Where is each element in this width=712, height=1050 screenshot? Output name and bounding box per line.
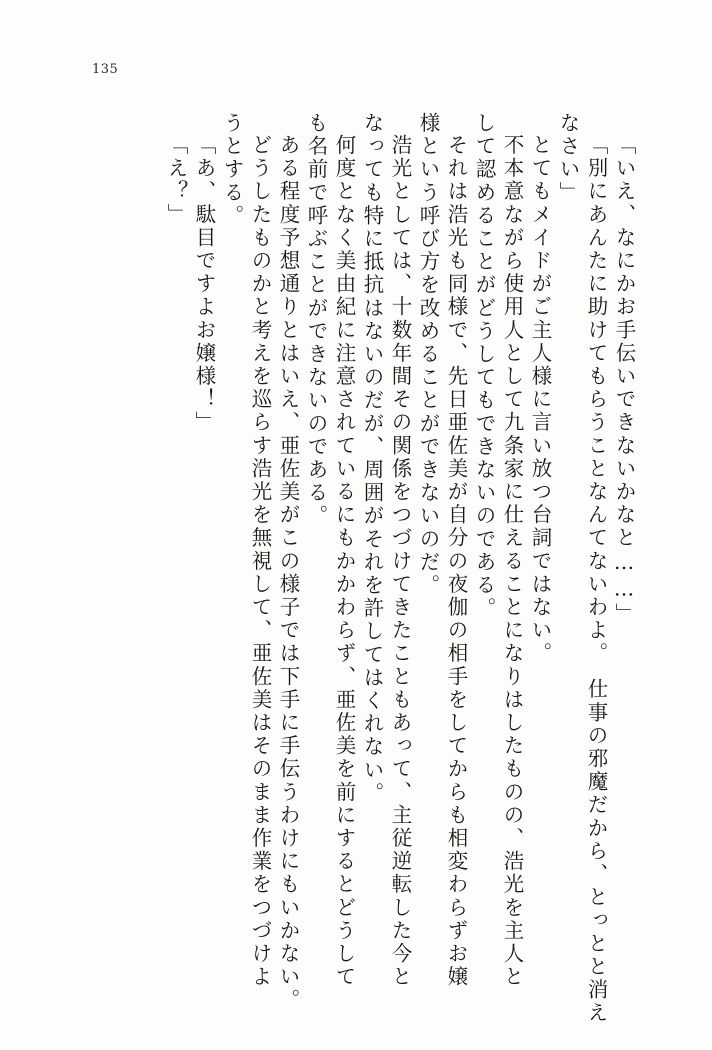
- text-line: それは浩光も同様で、先日亜佐美が自分の夜伽の相手をしてからも相変わらずお嬢: [444, 134, 468, 989]
- text-line: 何度となく美由紀に注意されているにもかかわらず、亜佐美を前にするとどうして: [332, 134, 356, 989]
- text-line: 浩光としては、十数年間その関係をつづけてきたこともあって、主従逆転した今と: [388, 134, 412, 989]
- text-line: して認めることがどうしてもできないのである。: [472, 112, 496, 621]
- text-line: なっても特に抵抗はないのだが、周囲がそれを許してはくれない。: [360, 112, 384, 805]
- text-line: 「いえ、なにかお手伝いできないかなと……」: [612, 134, 636, 627]
- text-line: 「え？」: [164, 134, 188, 227]
- text-line: ある程度予想通りとはいえ、亜佐美がこの様子では下手に手伝うわけにもいかない。: [276, 134, 300, 1012]
- page-number: 135: [92, 62, 119, 77]
- text-line: も名前で呼ぶことができないのである。: [304, 112, 328, 528]
- text-line: 「あ、駄目ですよお嬢様！」: [192, 134, 216, 435]
- vertical-text-body: [130, 112, 636, 1025]
- text-line: 不本意ながら使用人として九条家に仕えることになりはしたものの、浩光を主人と: [500, 134, 524, 989]
- text-line: 「別にあんたに助けてもらうことなんてないわよ。 仕事の邪魔だから、とっとと消え: [584, 134, 608, 1025]
- text-line: 様という呼び方を改めることができないのだ。: [416, 112, 440, 598]
- text-line: なさい」: [556, 112, 580, 205]
- text-line: どうしたものかと考えを巡らす浩光を無視して、亜佐美はそのまま作業をつづけよ: [248, 134, 272, 989]
- text-line: とてもメイドがご主人様に言い放つ台詞ではない。: [528, 134, 552, 666]
- text-line: うとする。: [220, 112, 244, 228]
